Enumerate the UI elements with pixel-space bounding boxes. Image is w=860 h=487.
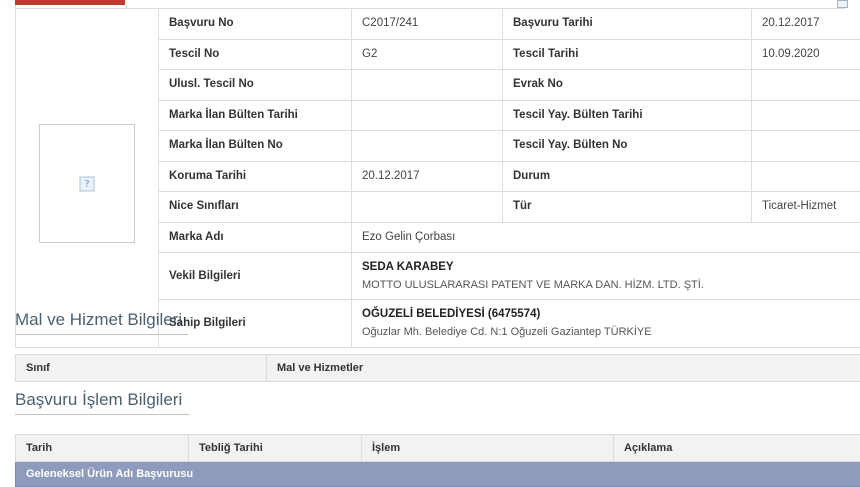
- field-value: [352, 70, 503, 101]
- field-value: 20.12.2017: [352, 161, 503, 192]
- field-label: Tescil Yay. Bülten No: [503, 131, 752, 162]
- field-label: Marka İlan Bülten Tarihi: [159, 100, 352, 131]
- field-label: Tescil Yay. Bülten Tarihi: [503, 100, 752, 131]
- field-value: G2: [352, 39, 503, 70]
- field-label: Tescil Tarihi: [503, 39, 752, 70]
- column-header-tarih: Tarih: [16, 435, 189, 462]
- sahip-name: OĞUZELİ BELEDİYESİ (6475574): [362, 307, 860, 323]
- field-value: [752, 100, 860, 131]
- process-table: [15, 434, 860, 487]
- field-value: [352, 131, 503, 162]
- field-label: Tescil No: [159, 39, 352, 70]
- field-value: [752, 70, 860, 101]
- field-label: Ulusl. Tescil No: [159, 70, 352, 101]
- field-label: Marka İlan Bülten No: [159, 131, 352, 162]
- window-icon[interactable]: [837, 0, 848, 8]
- field-value: Ezo Gelin Çorbası: [352, 222, 860, 253]
- field-value: [752, 161, 860, 192]
- process-row-title: Geleneksel Ürün Adı Başvurusu: [16, 462, 860, 487]
- process-section-underline: [15, 414, 190, 415]
- trademark-image-box: [39, 124, 135, 243]
- sahip-address: Oğuzlar Mh. Belediye Cd. N:1 Oğuzeli Gaziantep TÜRKİYE: [362, 325, 860, 340]
- field-value-sahip: [352, 300, 860, 347]
- trademark-info-panel: [15, 8, 845, 348]
- table-header-row: [16, 435, 860, 462]
- top-strip: [0, 0, 860, 8]
- image-placeholder-icon: ?: [80, 176, 95, 191]
- field-value: C2017/241: [352, 9, 503, 39]
- field-label: Evrak No: [503, 70, 752, 101]
- field-label: Tür: [503, 192, 752, 223]
- column-header-aciklama: Açıklama: [614, 435, 860, 462]
- field-value: [352, 100, 503, 131]
- trademark-image-cell: [16, 9, 159, 347]
- field-label: Marka Adı: [159, 222, 352, 253]
- column-header-islem: İşlem: [362, 435, 614, 462]
- field-value: [352, 192, 503, 223]
- field-label: Koruma Tarihi: [159, 161, 352, 192]
- column-header-mal-ve-hizmetler: Mal ve Hizmetler: [267, 355, 860, 382]
- field-label: Nice Sınıfları: [159, 192, 352, 223]
- field-value: [752, 131, 860, 162]
- process-section-title: Başvuru İşlem Bilgileri: [15, 390, 182, 410]
- field-value-vekil: [352, 253, 860, 300]
- table-header-row: [16, 355, 860, 382]
- field-value: 20.12.2017: [752, 9, 860, 39]
- goods-section-underline: [15, 334, 188, 335]
- table-row[interactable]: [16, 462, 860, 487]
- column-header-teblig-tarihi: Tebliğ Tarihi: [189, 435, 362, 462]
- field-label: Durum: [503, 161, 752, 192]
- goods-table: [15, 354, 860, 382]
- field-label: Vekil Bilgileri: [159, 253, 352, 300]
- vekil-name: SEDA KARABEY: [362, 260, 860, 276]
- goods-section-title: Mal ve Hizmet Bilgileri: [15, 310, 182, 330]
- field-label: Başvuru No: [159, 9, 352, 39]
- field-value: Ticaret-Hizmet: [752, 192, 860, 223]
- field-label: Sahip Bilgileri: [159, 300, 352, 347]
- field-value: 10.09.2020: [752, 39, 860, 70]
- vekil-firm: MOTTO ULUSLARARASI PATENT VE MARKA DAN. HİZM. LTD. ŞTİ.: [362, 278, 860, 293]
- table-row: [16, 9, 860, 39]
- trademark-info-table: [16, 9, 860, 348]
- field-label: Başvuru Tarihi: [503, 9, 752, 39]
- column-header-sinif: Sınıf: [16, 355, 267, 382]
